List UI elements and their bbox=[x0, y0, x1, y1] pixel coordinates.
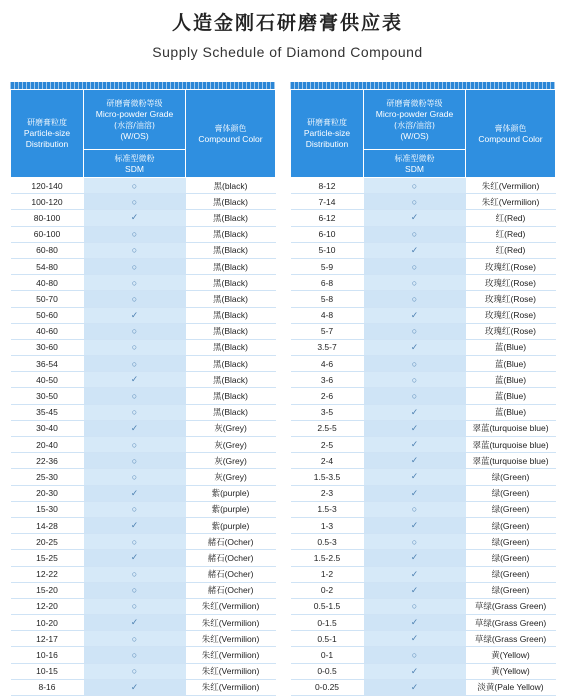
table-row bbox=[11, 517, 276, 533]
particle-size-cell: 0.5-1.5 bbox=[291, 598, 364, 614]
grade-mark-cell: ✓ bbox=[84, 679, 186, 695]
compound-color-cell: 玫瑰红(Rose) bbox=[466, 323, 556, 339]
grade-mark-cell: ✓ bbox=[364, 420, 466, 436]
particle-size-cell: 1.5-3.5 bbox=[291, 469, 364, 485]
particle-size-cell: 36-54 bbox=[11, 356, 84, 372]
table-row bbox=[291, 582, 556, 598]
grade-mark-cell: ○ bbox=[364, 501, 466, 517]
grade-mark-cell: ✓ bbox=[364, 615, 466, 631]
grade-mark-cell: ✓ bbox=[84, 307, 186, 323]
table-row bbox=[11, 582, 276, 598]
table-row bbox=[291, 275, 556, 291]
particle-size-cell: 5-8 bbox=[291, 291, 364, 307]
particle-size-header: 研磨膏粒度 Particle-size Distribution bbox=[291, 90, 364, 178]
table-row bbox=[291, 388, 556, 404]
particle-size-cell: 50-60 bbox=[11, 307, 84, 323]
table-row bbox=[291, 631, 556, 647]
table-row bbox=[291, 615, 556, 631]
grade-mark-cell: ○ bbox=[84, 388, 186, 404]
table-row bbox=[291, 550, 556, 566]
compound-color-cell: 淡黄(Pale Yellow) bbox=[466, 679, 556, 695]
particle-size-cell: 15-20 bbox=[11, 582, 84, 598]
table-row bbox=[11, 485, 276, 501]
particle-size-cell: 0-0.25 bbox=[291, 679, 364, 695]
table-row bbox=[11, 598, 276, 614]
table-row bbox=[291, 420, 556, 436]
compound-color-cell: 绿(Green) bbox=[466, 485, 556, 501]
particle-size-cell: 35-45 bbox=[11, 404, 84, 420]
particle-size-cell: 40-60 bbox=[11, 323, 84, 339]
compound-color-cell: 绿(Green) bbox=[466, 469, 556, 485]
table-row bbox=[11, 226, 276, 242]
grade-mark-cell: ○ bbox=[364, 388, 466, 404]
grade-mark-cell: ○ bbox=[84, 323, 186, 339]
grade-mark-cell: ✓ bbox=[364, 210, 466, 226]
particle-size-cell: 5-10 bbox=[291, 242, 364, 258]
compound-color-cell: 赭石(Ocher) bbox=[186, 550, 276, 566]
grade-mark-cell: ✓ bbox=[84, 420, 186, 436]
compound-color-cell: 黑(black) bbox=[186, 178, 276, 194]
grade-mark-cell: ○ bbox=[364, 647, 466, 663]
table-row bbox=[291, 598, 556, 614]
compound-color-cell: 绿(Green) bbox=[466, 582, 556, 598]
particle-size-cell: 5-7 bbox=[291, 323, 364, 339]
grade-mark-cell: ○ bbox=[364, 194, 466, 210]
grade-mark-cell: ○ bbox=[364, 178, 466, 194]
table-row bbox=[291, 339, 556, 355]
grade-mark-cell: ✓ bbox=[364, 566, 466, 582]
grade-mark-cell: ○ bbox=[364, 598, 466, 614]
compound-color-cell: 赭石(Ocher) bbox=[186, 566, 276, 582]
particle-size-cell: 1.5-2.5 bbox=[291, 550, 364, 566]
particle-size-cell: 25-30 bbox=[11, 469, 84, 485]
particle-size-cell: 6-12 bbox=[291, 210, 364, 226]
compound-color-cell: 灰(Grey) bbox=[186, 469, 276, 485]
table-row bbox=[11, 275, 276, 291]
compound-color-cell: 蓝(Blue) bbox=[466, 356, 556, 372]
grade-mark-cell: ✓ bbox=[364, 631, 466, 647]
particle-size-cell: 12-17 bbox=[11, 631, 84, 647]
particle-size-cell: 6-10 bbox=[291, 226, 364, 242]
compound-color-cell: 黑(Black) bbox=[186, 226, 276, 242]
grade-mark-cell: ○ bbox=[364, 323, 466, 339]
particle-size-cell: 2-3 bbox=[291, 485, 364, 501]
compound-color-cell: 蓝(Blue) bbox=[466, 339, 556, 355]
table-row bbox=[11, 420, 276, 436]
grade-mark-cell: ○ bbox=[84, 598, 186, 614]
table-row bbox=[291, 501, 556, 517]
grade-mark-cell: ✓ bbox=[84, 517, 186, 533]
grade-mark-cell: ✓ bbox=[364, 582, 466, 598]
compound-color-cell: 翠蓝(turquoise blue) bbox=[466, 420, 556, 436]
table-row bbox=[11, 453, 276, 469]
compound-color-cell: 黑(Black) bbox=[186, 210, 276, 226]
compound-color-cell: 黑(Black) bbox=[186, 323, 276, 339]
particle-size-cell: 30-60 bbox=[11, 339, 84, 355]
grade-mark-cell: ○ bbox=[84, 582, 186, 598]
table-row bbox=[11, 501, 276, 517]
grade-mark-cell: ○ bbox=[84, 194, 186, 210]
particle-size-cell: 8-12 bbox=[291, 178, 364, 194]
table-row bbox=[291, 485, 556, 501]
sdm-subheader: 标准型微粉 SDM bbox=[84, 150, 186, 178]
particle-size-cell: 40-80 bbox=[11, 275, 84, 291]
particle-size-cell: 2-4 bbox=[291, 453, 364, 469]
compound-color-cell: 玫瑰红(Rose) bbox=[466, 291, 556, 307]
grade-mark-cell: ○ bbox=[84, 453, 186, 469]
particle-size-cell: 3.5-7 bbox=[291, 339, 364, 355]
grade-mark-cell: ○ bbox=[84, 291, 186, 307]
grade-mark-cell: ✓ bbox=[364, 339, 466, 355]
compound-color-cell: 紫(purple) bbox=[186, 485, 276, 501]
table-row bbox=[291, 679, 556, 695]
table-row bbox=[11, 647, 276, 663]
compound-color-cell: 蓝(Blue) bbox=[466, 372, 556, 388]
table-row bbox=[291, 647, 556, 663]
grade-mark-cell: ○ bbox=[84, 258, 186, 274]
table-row bbox=[11, 534, 276, 550]
table-row bbox=[11, 339, 276, 355]
table-row bbox=[291, 291, 556, 307]
compound-color-cell: 玫瑰红(Rose) bbox=[466, 258, 556, 274]
particle-size-cell: 1-3 bbox=[291, 517, 364, 533]
particle-size-cell: 0-0.5 bbox=[291, 663, 364, 679]
table-row bbox=[291, 663, 556, 679]
micro-powder-grade-header: 研磨膏微粉等级 Micro-powder Grade (水溶/油溶) (W/OS) bbox=[84, 90, 186, 150]
compound-color-cell: 玫瑰红(Rose) bbox=[466, 275, 556, 291]
particle-size-cell: 12-22 bbox=[11, 566, 84, 582]
table-row bbox=[291, 534, 556, 550]
compound-color-cell: 翠蓝(turquoise blue) bbox=[466, 437, 556, 453]
table-row bbox=[291, 469, 556, 485]
compound-color-cell: 紫(purple) bbox=[186, 501, 276, 517]
page-title: 人造金刚石研磨膏供应表 bbox=[171, 12, 403, 34]
table-row bbox=[11, 242, 276, 258]
table-row bbox=[291, 566, 556, 582]
particle-size-cell: 20-25 bbox=[11, 534, 84, 550]
compound-color-cell: 绿(Green) bbox=[466, 517, 556, 533]
table-row bbox=[11, 178, 276, 194]
table-row bbox=[11, 679, 276, 695]
particle-size-cell: 2-6 bbox=[291, 388, 364, 404]
right-table-top-strip bbox=[290, 82, 555, 89]
particle-size-cell: 6-8 bbox=[291, 275, 364, 291]
grade-mark-cell: ○ bbox=[364, 226, 466, 242]
compound-color-cell: 黑(Black) bbox=[186, 275, 276, 291]
compound-color-cell: 草绿(Grass Green) bbox=[466, 631, 556, 647]
compound-color-cell: 赭石(Ocher) bbox=[186, 582, 276, 598]
particle-size-cell: 60-80 bbox=[11, 242, 84, 258]
grade-mark-cell: ✓ bbox=[364, 307, 466, 323]
compound-color-cell: 黑(Black) bbox=[186, 291, 276, 307]
grade-mark-cell: ○ bbox=[84, 534, 186, 550]
table-row bbox=[11, 258, 276, 274]
table-row bbox=[11, 194, 276, 210]
compound-color-cell: 朱红(Vermilion) bbox=[186, 631, 276, 647]
compound-color-cell: 黑(Black) bbox=[186, 194, 276, 210]
right-supply-table bbox=[290, 89, 556, 696]
grade-mark-cell: ○ bbox=[84, 469, 186, 485]
compound-color-cell: 黑(Black) bbox=[186, 372, 276, 388]
compound-color-cell: 朱红(Vermilion) bbox=[466, 178, 556, 194]
compound-color-cell: 灰(Grey) bbox=[186, 437, 276, 453]
table-row bbox=[11, 550, 276, 566]
table-row bbox=[11, 404, 276, 420]
page-subtitle: Supply Schedule of Diamond Compound bbox=[152, 44, 423, 60]
compound-color-cell: 草绿(Grass Green) bbox=[466, 598, 556, 614]
particle-size-cell: 30-40 bbox=[11, 420, 84, 436]
grade-mark-cell: ○ bbox=[84, 404, 186, 420]
grade-mark-cell: ✓ bbox=[364, 242, 466, 258]
table-row bbox=[291, 226, 556, 242]
right-table-body bbox=[291, 178, 556, 696]
particle-size-cell: 80-100 bbox=[11, 210, 84, 226]
table-row bbox=[11, 210, 276, 226]
particle-size-cell: 22-36 bbox=[11, 453, 84, 469]
table-row bbox=[11, 631, 276, 647]
table-row bbox=[291, 404, 556, 420]
table-row bbox=[291, 210, 556, 226]
particle-size-cell: 20-30 bbox=[11, 485, 84, 501]
table-row bbox=[291, 258, 556, 274]
compound-color-cell: 黑(Black) bbox=[186, 404, 276, 420]
table-row bbox=[291, 517, 556, 533]
table-row bbox=[11, 372, 276, 388]
table-row bbox=[291, 242, 556, 258]
particle-size-cell: 2-5 bbox=[291, 437, 364, 453]
grade-mark-cell: ✓ bbox=[364, 404, 466, 420]
table-row bbox=[291, 372, 556, 388]
grade-mark-cell: ✓ bbox=[364, 453, 466, 469]
particle-size-cell: 7-14 bbox=[291, 194, 364, 210]
compound-color-cell: 朱红(Vermilion) bbox=[186, 663, 276, 679]
particle-size-cell: 0.5-3 bbox=[291, 534, 364, 550]
particle-size-cell: 3-5 bbox=[291, 404, 364, 420]
particle-size-cell: 20-40 bbox=[11, 437, 84, 453]
particle-size-cell: 60-100 bbox=[11, 226, 84, 242]
compound-color-cell: 黑(Black) bbox=[186, 339, 276, 355]
compound-color-cell: 赭石(Ocher) bbox=[186, 534, 276, 550]
grade-mark-cell: ✓ bbox=[364, 469, 466, 485]
grade-mark-cell: ✓ bbox=[84, 485, 186, 501]
compound-color-cell: 黑(Black) bbox=[186, 388, 276, 404]
table-row bbox=[291, 323, 556, 339]
compound-color-cell: 红(Red) bbox=[466, 210, 556, 226]
particle-size-cell: 5-9 bbox=[291, 258, 364, 274]
particle-size-cell: 1-2 bbox=[291, 566, 364, 582]
compound-color-header: 膏体颜色 Compound Color bbox=[466, 90, 556, 178]
compound-color-cell: 绿(Green) bbox=[466, 534, 556, 550]
particle-size-cell: 10-15 bbox=[11, 663, 84, 679]
table-row bbox=[11, 388, 276, 404]
particle-size-cell: 30-50 bbox=[11, 388, 84, 404]
table-row bbox=[11, 566, 276, 582]
grade-mark-cell: ○ bbox=[364, 258, 466, 274]
compound-color-header: 膏体颜色 Compound Color bbox=[186, 90, 276, 178]
table-row bbox=[291, 307, 556, 323]
particle-size-cell: 2.5-5 bbox=[291, 420, 364, 436]
grade-mark-cell: ○ bbox=[84, 356, 186, 372]
compound-color-cell: 朱红(Vermilion) bbox=[186, 679, 276, 695]
compound-color-cell: 红(Red) bbox=[466, 242, 556, 258]
table-row bbox=[11, 469, 276, 485]
grade-mark-cell: ✓ bbox=[84, 372, 186, 388]
particle-size-cell: 0-1.5 bbox=[291, 615, 364, 631]
grade-mark-cell: ○ bbox=[364, 534, 466, 550]
grade-mark-cell: ○ bbox=[364, 356, 466, 372]
compound-color-cell: 红(Red) bbox=[466, 226, 556, 242]
table-row bbox=[11, 663, 276, 679]
compound-color-cell: 黑(Black) bbox=[186, 242, 276, 258]
particle-size-cell: 50-70 bbox=[11, 291, 84, 307]
grade-mark-cell: ○ bbox=[84, 226, 186, 242]
grade-mark-cell: ✓ bbox=[364, 485, 466, 501]
grade-mark-cell: ✓ bbox=[84, 550, 186, 566]
left-table-body bbox=[11, 178, 276, 696]
compound-color-cell: 蓝(Blue) bbox=[466, 404, 556, 420]
micro-powder-grade-header: 研磨膏微粉等级 Micro-powder Grade (水溶/油溶) (W/OS) bbox=[364, 90, 466, 150]
compound-color-cell: 朱红(Vermilion) bbox=[186, 615, 276, 631]
grade-mark-cell: ✓ bbox=[364, 550, 466, 566]
grade-mark-cell: ○ bbox=[364, 291, 466, 307]
compound-color-cell: 灰(Grey) bbox=[186, 420, 276, 436]
table-row bbox=[291, 453, 556, 469]
particle-size-cell: 40-50 bbox=[11, 372, 84, 388]
compound-color-cell: 灰(Grey) bbox=[186, 453, 276, 469]
compound-color-cell: 朱红(Vermilion) bbox=[186, 647, 276, 663]
table-row bbox=[11, 323, 276, 339]
table-row bbox=[11, 307, 276, 323]
compound-color-cell: 绿(Green) bbox=[466, 501, 556, 517]
particle-size-cell: 15-30 bbox=[11, 501, 84, 517]
grade-mark-cell: ✓ bbox=[364, 663, 466, 679]
grade-mark-cell: ○ bbox=[84, 566, 186, 582]
grade-mark-cell: ○ bbox=[84, 339, 186, 355]
grade-mark-cell: ○ bbox=[84, 647, 186, 663]
grade-mark-cell: ○ bbox=[84, 242, 186, 258]
particle-size-cell: 0-2 bbox=[291, 582, 364, 598]
particle-size-cell: 10-20 bbox=[11, 615, 84, 631]
particle-size-cell: 15-25 bbox=[11, 550, 84, 566]
table-row bbox=[291, 437, 556, 453]
table-row bbox=[11, 615, 276, 631]
compound-color-cell: 绿(Green) bbox=[466, 550, 556, 566]
table-row bbox=[291, 356, 556, 372]
compound-color-cell: 紫(purple) bbox=[186, 517, 276, 533]
grade-mark-cell: ○ bbox=[84, 275, 186, 291]
compound-color-cell: 黑(Black) bbox=[186, 307, 276, 323]
compound-color-cell: 蓝(Blue) bbox=[466, 388, 556, 404]
grade-mark-cell: ○ bbox=[84, 178, 186, 194]
left-table-top-strip bbox=[10, 82, 275, 89]
particle-size-cell: 1.5-3 bbox=[291, 501, 364, 517]
particle-size-cell: 4-8 bbox=[291, 307, 364, 323]
particle-size-cell: 0.5-1 bbox=[291, 631, 364, 647]
table-row bbox=[291, 194, 556, 210]
compound-color-cell: 绿(Green) bbox=[466, 566, 556, 582]
left-supply-table bbox=[10, 89, 276, 696]
table-row bbox=[11, 291, 276, 307]
compound-color-cell: 朱红(Vermilion) bbox=[186, 598, 276, 614]
compound-color-cell: 黑(Black) bbox=[186, 258, 276, 274]
compound-color-cell: 朱红(Vermilion) bbox=[466, 194, 556, 210]
grade-mark-cell: ○ bbox=[84, 663, 186, 679]
particle-size-cell: 100-120 bbox=[11, 194, 84, 210]
sdm-subheader: 标准型微粉 SDM bbox=[364, 150, 466, 178]
table-row bbox=[11, 437, 276, 453]
grade-mark-cell: ○ bbox=[84, 437, 186, 453]
table-row bbox=[291, 178, 556, 194]
particle-size-cell: 120-140 bbox=[11, 178, 84, 194]
grade-mark-cell: ○ bbox=[84, 501, 186, 517]
grade-mark-cell: ○ bbox=[364, 275, 466, 291]
compound-color-cell: 玫瑰红(Rose) bbox=[466, 307, 556, 323]
compound-color-cell: 黄(Yellow) bbox=[466, 647, 556, 663]
compound-color-cell: 草绿(Grass Green) bbox=[466, 615, 556, 631]
compound-color-cell: 翠蓝(turquoise blue) bbox=[466, 453, 556, 469]
particle-size-cell: 0-1 bbox=[291, 647, 364, 663]
particle-size-cell: 10-16 bbox=[11, 647, 84, 663]
compound-color-cell: 黄(Yellow) bbox=[466, 663, 556, 679]
particle-size-cell: 4-6 bbox=[291, 356, 364, 372]
compound-color-cell: 黑(Black) bbox=[186, 356, 276, 372]
grade-mark-cell: ○ bbox=[364, 372, 466, 388]
particle-size-cell: 54-80 bbox=[11, 258, 84, 274]
particle-size-cell: 14-28 bbox=[11, 517, 84, 533]
particle-size-header: 研磨膏粒度 Particle-size Distribution bbox=[11, 90, 84, 178]
grade-mark-cell: ○ bbox=[84, 631, 186, 647]
grade-mark-cell: ✓ bbox=[364, 437, 466, 453]
grade-mark-cell: ✓ bbox=[84, 210, 186, 226]
grade-mark-cell: ✓ bbox=[364, 517, 466, 533]
grade-mark-cell: ✓ bbox=[84, 615, 186, 631]
grade-mark-cell: ✓ bbox=[364, 679, 466, 695]
particle-size-cell: 12-20 bbox=[11, 598, 84, 614]
particle-size-cell: 8-16 bbox=[11, 679, 84, 695]
table-row bbox=[11, 356, 276, 372]
particle-size-cell: 3-6 bbox=[291, 372, 364, 388]
